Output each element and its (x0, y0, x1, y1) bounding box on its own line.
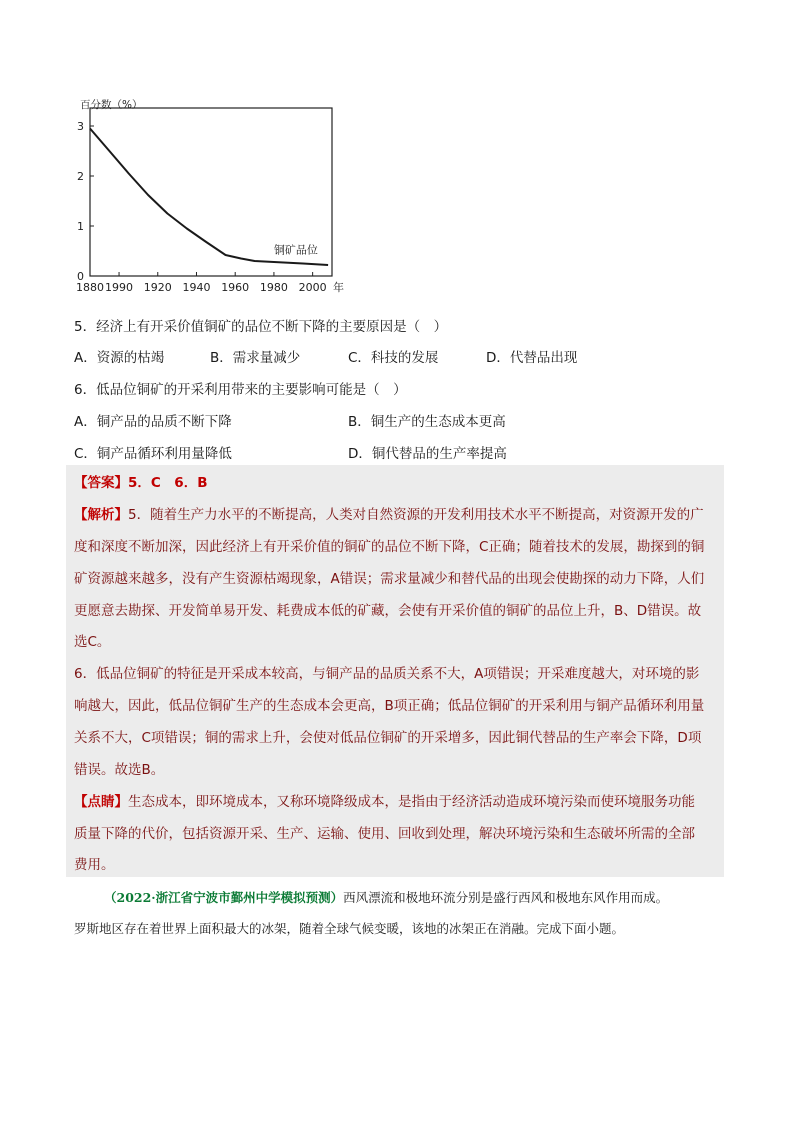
note-line-1 (74, 792, 695, 812)
note-line-3: 费用。 (74, 857, 115, 873)
q6-option-c: C．铜产品循环利用量降低 (74, 446, 232, 462)
note-text-1: 生态成本，即环境成本，又称环境降级成本，是指由于经济活动造成环境污染而使环境服务功能 (128, 794, 695, 810)
analysis-line-8: 关系不大，C项错误；铜的需求上升，会使对低品位铜矿的开采增多，因此铜代替品的生产率会下降，D项 (74, 730, 702, 746)
x-tick-label: 1990 (105, 281, 134, 294)
analysis-line-7: 响越大，因此，低品位铜矿生产的生态成本会更高，B项正确；低品位铜矿的开采利用与铜产品循环利用量 (74, 698, 705, 714)
copper-grade-chart (70, 96, 360, 298)
chart-svg (70, 96, 360, 298)
intro-line-1 (104, 888, 668, 906)
x-tick-label: 2000 (298, 281, 327, 294)
y-tick-label: 2 (77, 170, 84, 183)
x-tick-label: 1940 (182, 281, 211, 294)
series-label: 铜矿品位 (273, 243, 318, 257)
q5-option-a: A．资源的枯竭 (74, 350, 165, 366)
y-tick-label: 3 (77, 120, 84, 133)
x-tick-label: 1920 (143, 281, 172, 294)
q6-option-a: A．铜产品的品质不断下降 (74, 414, 232, 430)
question-5-stem: 5．经济上有开采价值铜矿的品位不断下降的主要原因是（ ） (74, 319, 448, 335)
analysis-line-4: 更愿意去勘探、开发简单易开发、耗费成本低的矿藏，会使有开采价值的铜矿的品位上升，B、D错误。故 (74, 603, 702, 619)
source-label: （2022·浙江省宁波市鄞州中学模拟预测） (104, 890, 344, 905)
q5-option-c: C．科技的发展 (348, 350, 439, 366)
x-tick-label: 1880 (76, 281, 104, 294)
q6-option-b: B．铜生产的生态成本更高 (348, 414, 506, 430)
analysis-tag: 【解析】 (74, 507, 128, 523)
y-tick-label: 1 (77, 220, 84, 233)
note-tag: 【点睛】 (74, 794, 128, 810)
answer-text: 5．C 6．B (128, 475, 208, 491)
analysis-line-5: 选C。 (74, 634, 111, 650)
analysis-text-1: 5．随着生产力水平的不断提高，人类对自然资源的开发利用技术水平不断提高，对资源开发的广 (128, 507, 704, 523)
intro-text-1: 西风漂流和极地环流分别是盛行西风和极地东风作用而成。 (343, 890, 669, 905)
analysis-line-9: 错误。故选B。 (74, 762, 165, 778)
x-tick-label: 1960 (221, 281, 250, 294)
analysis-line-2: 度和深度不断加深，因此经济上有开采价值的铜矿的品位不断下降，C正确；随着技术的发展，勘探到的铜 (74, 539, 705, 555)
note-line-2: 质量下降的代价，包括资源开采、生产、运输、使用、回收到处理，解决环境污染和生态破坏所需的全部 (74, 826, 695, 842)
x-axis-label: 年 (333, 281, 344, 294)
analysis-line-6: 6．低品位铜矿的特征是开采成本较高，与铜产品的品质关系不大，A项错误；开采难度越大，对环境的影 (74, 666, 700, 682)
q5-option-d: D．代替品出现 (486, 350, 578, 366)
y-axis-label: 百分数（%） (80, 99, 143, 111)
analysis-line-1 (74, 505, 704, 525)
q5-option-b: B．需求量减少 (210, 350, 301, 366)
q6-option-d: D．铜代替品的生产率提高 (348, 446, 507, 462)
question-6-stem: 6．低品位铜矿的开采利用带来的主要影响可能是（ ） (74, 382, 407, 398)
y-tick-label: 0 (77, 270, 84, 283)
x-tick-label: 1980 (259, 281, 288, 294)
answer-line (74, 473, 207, 493)
intro-line-2: 罗斯地区存在着世界上面积最大的冰架，随着全球气候变暖，该地的冰架正在消融。完成下面小题。 (74, 921, 625, 936)
answer-tag: 【答案】 (74, 475, 128, 491)
analysis-line-3: 矿资源越来越多，没有产生资源枯竭现象，A错误；需求量减少和替代品的出现会使勘探的动力下降，人们 (74, 571, 705, 587)
